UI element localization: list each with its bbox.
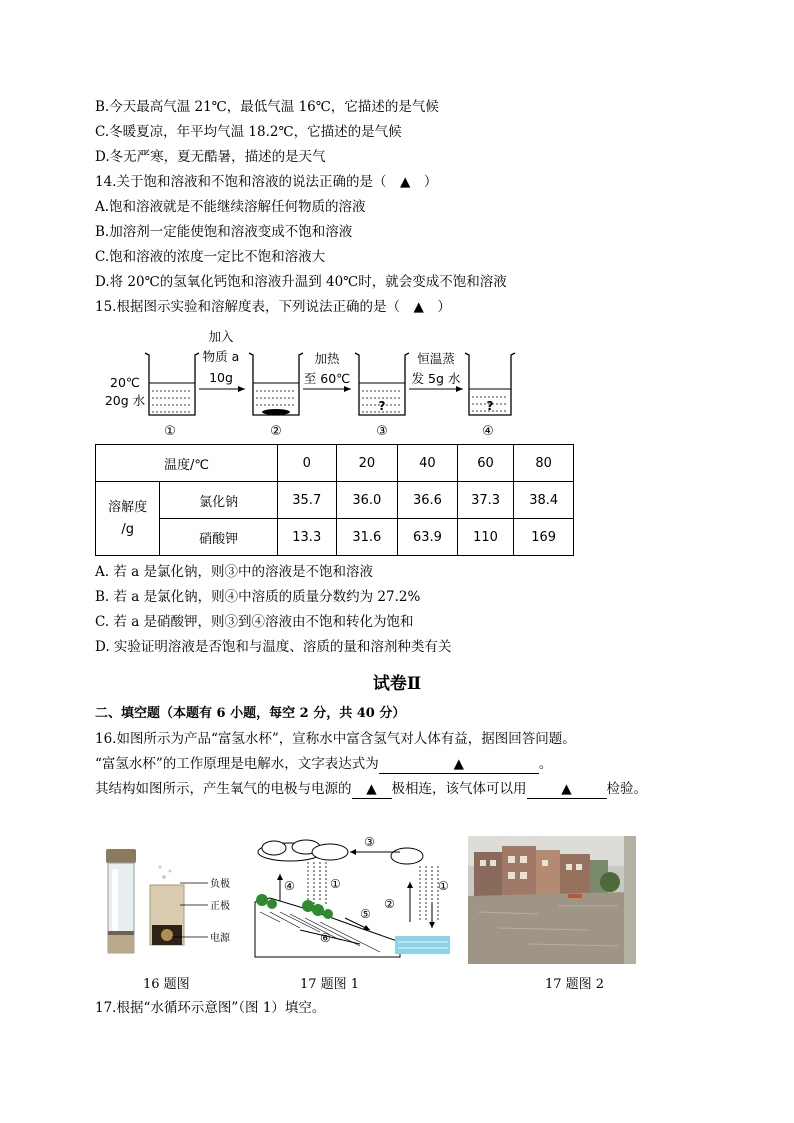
temp-40: 40 [398, 445, 458, 482]
fig16-label-negative: 负极 [210, 879, 230, 890]
fig17-1-caption: 17 题图 1 [300, 977, 360, 992]
temp-20: 20 [336, 445, 398, 482]
temp-60: 60 [457, 445, 514, 482]
cycle-label-2: ② [384, 897, 395, 911]
q13-option-b: B.今天最高气温 21℃，最低气温 16℃，它描述的是气候 [95, 99, 439, 115]
solubility-label-line2: /g [121, 521, 134, 537]
table-header-row [96, 445, 574, 482]
answer-blank-3[interactable] [527, 780, 607, 799]
q13-option-d: D.冬无严寒，夏无酷暑，描述的是天气 [95, 149, 326, 165]
table-cell: 36.6 [398, 482, 458, 519]
solubility-table [95, 444, 574, 556]
q14-option-b: B.加溶剂一定能使饱和溶液变成不饱和溶液 [95, 224, 353, 240]
q15-option-a: A. 若 a 是氯化钠，则③中的溶液是不饱和溶液 [95, 564, 373, 580]
q16-line2-end: 。 [538, 756, 553, 772]
table-cell: 169 [514, 519, 574, 556]
q15-option-b: B. 若 a 是氯化钠，则④中溶质的质量分数约为 27.2% [95, 589, 421, 605]
step2-line2: 至 60℃ [303, 371, 351, 386]
step3-line1: 恒温蒸 [417, 351, 455, 366]
step1-line2: 物质 a [202, 349, 240, 364]
table-cell: 36.0 [336, 482, 398, 519]
step1-line3: 10g [209, 370, 233, 385]
step2-line1: 加热 [314, 351, 340, 366]
temp-0: 0 [277, 445, 336, 482]
fig16-cup-diagram [100, 845, 250, 963]
q17-stem: 17.根据“水循环示意图”（图 1）填空。 [95, 1000, 326, 1016]
beaker-2-label: ② [270, 424, 282, 439]
table-cell: 35.7 [277, 482, 336, 519]
beaker-4-label: ④ [482, 424, 494, 439]
temp-header: 温度/℃ [96, 445, 278, 482]
table-row [96, 482, 574, 519]
fig16-label-positive: 正极 [210, 901, 230, 912]
fig17-water-cycle-diagram [250, 832, 460, 962]
fig17-flood-photo [468, 836, 636, 964]
q15-option-c: C. 若 a 是硝酸钾，则③到④溶液由不饱和转化为饱和 [95, 614, 414, 630]
beaker-2 [249, 353, 303, 415]
q14-stem: 14.关于饱和溶液和不饱和溶液的说法正确的是（ ▲ ） [95, 174, 438, 190]
section-title: 试卷Ⅱ [372, 674, 422, 694]
table-cell: 37.3 [457, 482, 514, 519]
table-cell: 31.6 [336, 519, 398, 556]
table-cell: 110 [457, 519, 514, 556]
blank-mark: ▲ [561, 781, 572, 797]
q14-option-c: C.饱和溶液的浓度一定比不饱和溶液大 [95, 249, 326, 265]
cycle-label-6: ⑥ [320, 931, 331, 945]
q14-option-d: D.将 20℃的氢氧化钙饱和溶液升温到 40℃时，就会变成不饱和溶液 [95, 274, 507, 290]
beaker-1-label: ① [164, 424, 176, 439]
cycle-label-1b: ① [438, 879, 449, 893]
section-heading: 二、填空题（本题有 6 小题，每空 2 分，共 40 分） [95, 706, 406, 721]
table-row [96, 519, 574, 556]
q16-line3 [95, 780, 647, 799]
row-name-kno3: 硝酸钾 [160, 519, 278, 556]
beaker-4-unknown: ? [486, 399, 494, 413]
fig17-2-caption: 17 题图 2 [545, 977, 605, 992]
fig16-caption: 16 题图 [143, 977, 190, 992]
solubility-label-line1: 溶解度 [108, 499, 148, 515]
q16-line3-mid: 极相连，该气体可以用 [391, 781, 527, 797]
blank-mark: ▲ [453, 756, 464, 772]
experiment-diagram [95, 325, 535, 443]
answer-blank-1[interactable] [379, 755, 539, 774]
beaker-3-unknown: ? [378, 399, 386, 413]
cycle-label-5: ⑤ [360, 907, 371, 921]
step3-line2: 发 5g 水 [411, 371, 461, 386]
start-water: 20g 水 [104, 393, 146, 408]
q15-option-d: D. 实验证明溶液是否饱和与温度、溶质的量和溶剂种类有关 [95, 639, 452, 655]
q16-stem: 16.如图所示为产品“富氢水杯”，宣称水中富含氢气对人体有益，据图回答问题。 [95, 731, 576, 747]
table-cell: 13.3 [277, 519, 336, 556]
table-cell: 63.9 [398, 519, 458, 556]
temp-80: 80 [514, 445, 574, 482]
table-cell: 38.4 [514, 482, 574, 519]
solubility-label [96, 482, 160, 556]
q13-option-c: C.冬暖夏凉，年平均气温 18.2℃，它描述的是气候 [95, 124, 402, 140]
beaker-3-label: ③ [376, 424, 388, 439]
beaker-1 [145, 353, 199, 415]
blank-mark: ▲ [366, 781, 377, 797]
q16-line2 [95, 755, 552, 774]
step1-line1: 加入 [208, 329, 234, 344]
q15-stem: 15.根据图示实验和溶解度表，下列说法正确的是（ ▲ ） [95, 299, 451, 315]
start-temp: 20℃ [110, 375, 140, 390]
q16-line3-end: 检验。 [606, 781, 647, 797]
q16-line2-text: “富氢水杯”的工作原理是电解水，文字表达式为 [95, 756, 379, 772]
cycle-label-4: ④ [284, 879, 295, 893]
cycle-label-3: ③ [364, 835, 375, 849]
answer-blank-2[interactable] [352, 780, 392, 799]
q16-line3-text: 其结构如图所示，产生氧气的电极与电源的 [95, 781, 352, 797]
cycle-label-1a: ① [330, 877, 341, 891]
q14-option-a: A.饱和溶液就是不能继续溶解任何物质的溶液 [95, 199, 366, 215]
row-name-nacl: 氯化钠 [160, 482, 278, 519]
fig16-label-power: 电源 [210, 933, 230, 944]
